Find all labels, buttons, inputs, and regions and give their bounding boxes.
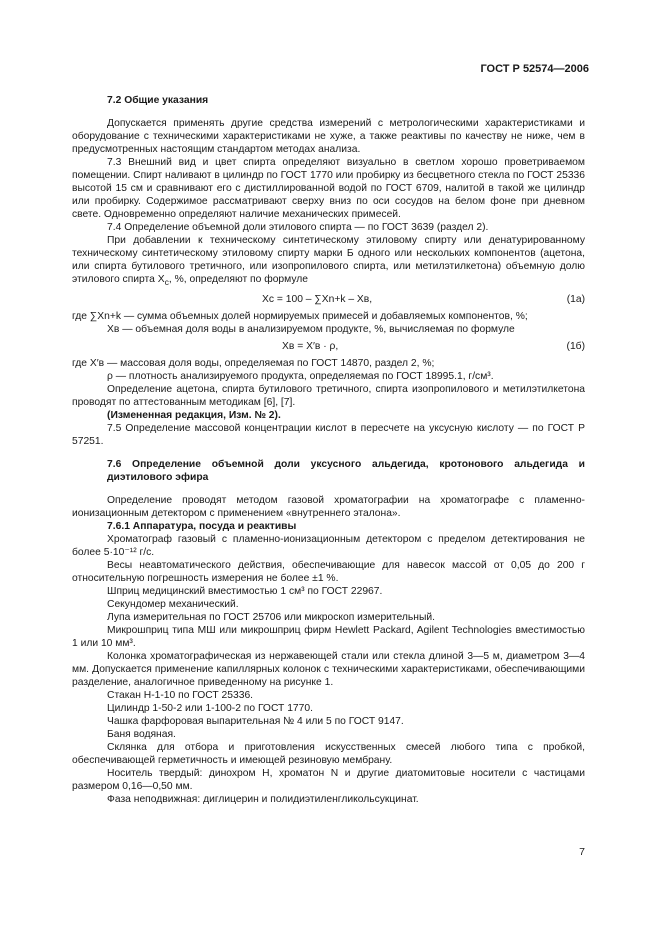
section-7-2-title: 7.2 Общие указания: [107, 95, 209, 106]
formula-number: (1б): [566, 341, 585, 353]
paragraph: Допускается применять другие средства измерений с метрологическими характеристиками и оборудование с техническими характеристиками не хуже, а также реактивы по качеству не ниже, чем в предусмотренных настоящим стандартом методах анализа.: [72, 118, 585, 155]
amendment-note: (Измененная редакция, Изм. № 2).: [107, 410, 281, 422]
list-item: Носитель твердый: динохром Н, хроматон N и другие диатомитовые носители с частицами размером 0,16—0,50 мм.: [72, 768, 585, 793]
where-line: Xв — объемная доля воды в анализируемом продукте, %, вычисляемая по формуле: [107, 324, 515, 336]
where-line: где X′в — массовая доля воды, определяемая по ГОСТ 14870, раздел 2, %;: [72, 358, 435, 370]
section-7-6-title: 7.6 Определение объемной доли уксусного альдегида, кротонового альдегида и диэтилового эфира: [107, 459, 585, 484]
list-item: Микрошприц типа МШ или микрошприц фирм Hewlett Packard, Agilent Technologies вместимостью 1 или 10 мм³.: [72, 625, 585, 650]
text: При добавлении к техническому синтетическому этиловому спирту или денатурированному техническому синтетическому этиловому спирту марки Б одного или нескольких компонентов (ацетона, или спирта бутилового третичного, или изопропилового спирта, или метилэтилкетона) объемную долю этилового спирта X: [72, 235, 585, 285]
paragraph: Определение проводят методом газовой хроматографии на хроматографе с пламенно-ионизационным детектором с применением «внутреннего эталона».: [72, 495, 585, 520]
paragraph-7-3: 7.3 Внешний вид и цвет спирта определяют визуально в светлом хорошо проветриваемом помещении. Спирт наливают в цилиндр по ГОСТ 1770 или пробирку из бесцветного стекла по ГОСТ 25336 высотой 15 см и сравнивают его с дистиллированной водой по ГОСТ 6709, налитой в такой же цилиндр или пробирку. Содержимое рассматривают сверху вниз по оси сосудов на белом фоне при дневном свете. Одновременно определяют наличие механических примесей.: [72, 157, 585, 220]
list-item: Стакан Н-1-10 по ГОСТ 25336.: [107, 690, 254, 702]
paragraph: Определение ацетона, спирта бутилового третичного, спирта изопропилового и метилэтилкетона проводят по аттестованным методикам [6], [7].: [72, 384, 585, 409]
list-item: Хроматограф газовый с пламенно-ионизационным детектором с пределом детектирования не более 5·10⁻¹² г/с.: [72, 534, 585, 559]
formula-expression: Xв = X′в · ρ,: [282, 341, 339, 353]
list-item: Колонка хроматографическая из нержавеющей стали или стекла длиной 3—5 м, диаметром 3—4 мм. Допускается применение капиллярных колонок с техническими характеристиками, обеспечивающими разделение, аналогичное приведенному на рисунке 1.: [72, 651, 585, 689]
paragraph-7-5: 7.5 Определение массовой концентрации кислот в пересчете на уксусную кислоту — по ГОСТ Р 57251.: [72, 423, 585, 448]
formula-1b: [72, 339, 585, 355]
page-number: 7: [579, 846, 585, 858]
page-content: [72, 94, 585, 806]
list-item: Цилиндр 1-50-2 или 1-100-2 по ГОСТ 1770.: [107, 703, 313, 715]
list-item: Лупа измерительная по ГОСТ 25706 или микроскоп измерительный.: [107, 612, 435, 624]
list-item: Баня водяная.: [107, 729, 176, 741]
subsection-7-6-1-title: 7.6.1 Аппаратура, посуда и реактивы: [107, 521, 297, 533]
where-line: где ∑Xn+k — сумма объемных долей нормируемых примесей и добавляемых компонентов, %;: [72, 311, 528, 323]
list-item: Шприц медицинский вместимостью 1 см³ по ГОСТ 22967.: [107, 586, 383, 598]
text: , %, определяют по формуле: [168, 274, 308, 285]
formula-1a: [72, 292, 585, 308]
list-item: Чашка фарфоровая выпарительная № 4 или 5 по ГОСТ 9147.: [107, 716, 404, 728]
formula-number: (1а): [566, 294, 585, 306]
list-item: Весы неавтоматического действия, обеспечивающие для навесок массой от 0,05 до 200 г относительную погрешность измерения не более ±1 %.: [72, 560, 585, 585]
subscript: с: [164, 277, 169, 288]
where-line: ρ — плотность анализируемого продукта, определяемая по ГОСТ 18995.1, г/см³.: [107, 371, 494, 383]
formula-expression: Xс = 100 – ∑Xn+k – Xв,: [262, 294, 373, 306]
paragraph-7-4: 7.4 Определение объемной доли этилового спирта — по ГОСТ 3639 (раздел 2).: [107, 222, 489, 233]
list-item: Секундомер механический.: [107, 599, 239, 611]
paragraph: [72, 234, 585, 289]
list-item: Фаза неподвижная: диглицерин и полидиэтиленгликольсукцинат.: [107, 794, 419, 806]
document-id: ГОСТ Р 52574—2006: [480, 63, 589, 75]
list-item: Склянка для отбора и приготовления искусственных смесей любого типа с пробкой, обеспечивающей герметичность и имеющей резиновую мембрану.: [72, 742, 585, 767]
